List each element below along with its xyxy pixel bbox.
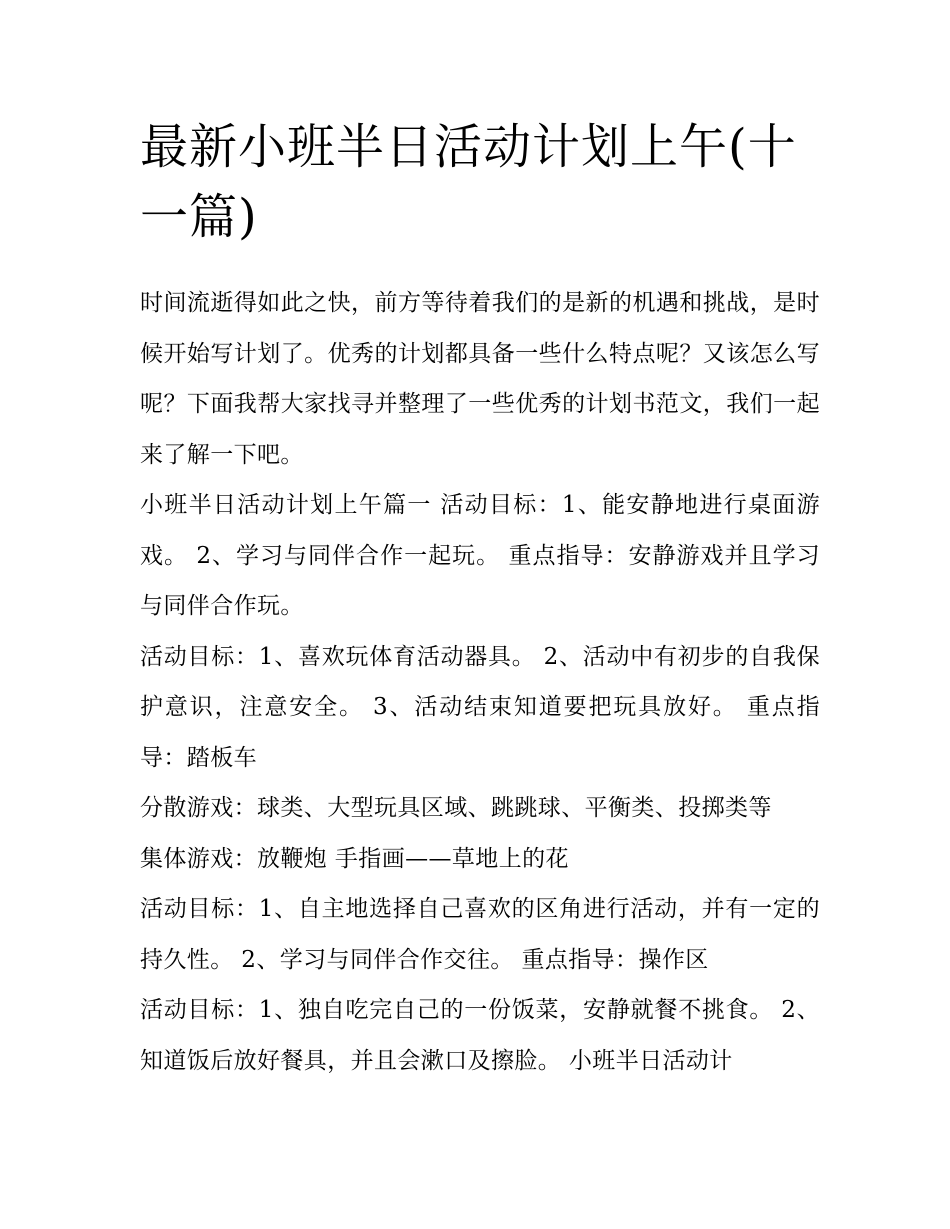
paragraph-free-games: 分散游戏：球类、大型玩具区域、跳跳球、平衡类、投掷类等 (140, 795, 772, 821)
paragraph-intro: 时间流逝得如此之快，前方等待着我们的是新的机遇和挑战，是时候开始写计划了。优秀的计划都具备一些什么特点呢？又该怎么写呢？下面我帮大家找寻并整理了一些优秀的计划书范文，我们一起来了解一下吧。 (140, 290, 820, 468)
paragraph-group-games: 集体游戏：放鞭炮 手指画——草地上的花 (140, 845, 569, 872)
paragraph-meal-goals: 活动目标：1、独自吃完自己的一份饭菜，安静就餐不挑食。 2、知道饭后放好餐具，并且会漱口及擦脸。 小班半日活动计 (140, 997, 820, 1074)
document-title: 最新小班半日活动计划上午(十一篇) (140, 119, 797, 245)
paragraph-plan-one: 小班半日活动计划上午篇一 活动目标：1、能安静地进行桌面游戏。 2、学习与同伴合作一起玩。 重点指导：安静游戏并且学习与同伴合作玩。 (140, 492, 820, 619)
paragraph-sports-goals: 活动目标：1、喜欢玩体育活动器具。 2、活动中有初步的自我保护意识，注意安全。 3、活动结束知道要把玩具放好。 重点指导：踏板车 (140, 643, 820, 771)
document-body (140, 278, 820, 1086)
document-page (140, 112, 820, 1086)
paragraph-corner-goals: 活动目标：1、自主地选择自己喜欢的区角进行活动，并有一定的持久性。 2、学习与同伴合作交往。 重点指导：操作区 (140, 896, 820, 973)
